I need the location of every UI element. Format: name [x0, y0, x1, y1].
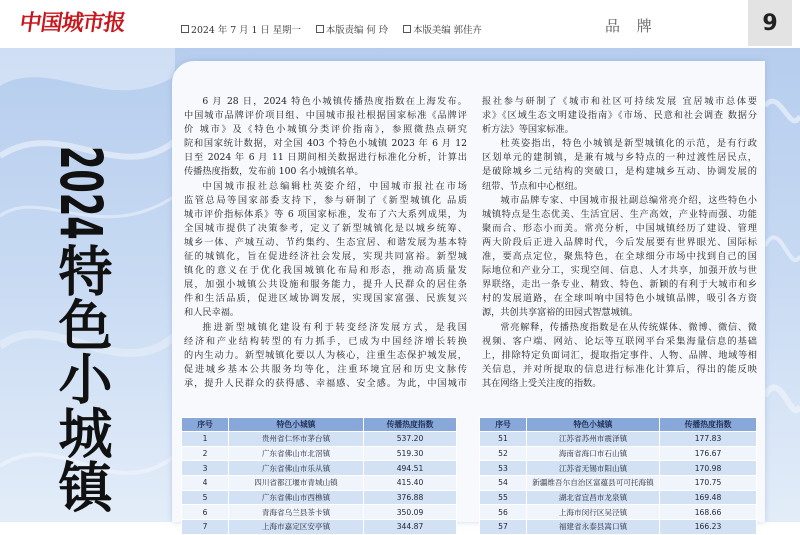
town-cell: 广东省佛山市西樵镇: [229, 490, 364, 505]
article-paragraph: [482, 95, 757, 137]
table-row: [480, 476, 757, 491]
table-row: [182, 520, 457, 535]
article-line: 征的城镇化，旨在促进经济社会发展，实现共同富裕。新型城: [184, 251, 467, 263]
article-line: 城市品牌专家、中国城市报社副总编常亮介绍，这些特色小: [500, 194, 757, 206]
rank-cell: 57: [480, 520, 527, 535]
headline-title: 特色小城镇: [50, 243, 113, 513]
page-editor: 本版责编 何 玲: [316, 22, 388, 36]
table-row: [182, 505, 457, 520]
issue-info: [181, 22, 494, 36]
table-row: [480, 432, 757, 447]
town-cell: 上海市嘉定区安亭镇: [229, 520, 364, 535]
article-line: 推进新型城镇化建设有利于转变经济发展方式，是我国: [202, 321, 467, 333]
heat-index-cell: 519.30: [364, 446, 457, 461]
article-line: 上，排除特定负面词汇，提取指定事件、人物、品牌、地域等相: [482, 349, 757, 361]
article-line: 院和国家统计数据，对全国 403 个特色小城镇 2023 年 6 月 12: [184, 138, 467, 150]
heat-index-cell: 170.75: [660, 476, 757, 491]
article-line: 监管总局等国家部委支持下，参与研制了《新型城镇化 品质: [184, 194, 467, 206]
heat-index-cell: 166.23: [660, 520, 757, 535]
ranking-table-2: [479, 417, 757, 535]
article-column-right: [482, 95, 757, 391]
table-row: [480, 490, 757, 505]
article-line: 源，共创共享富裕的田园式智慧城镇。: [482, 307, 639, 319]
article-line: 关信息，并对所提取的信息进行标准化计算后，得出的能反映: [482, 363, 757, 375]
article-line: 村的发展道路，在全球叫响中国特色小城镇品牌，吸引各方资: [482, 293, 757, 305]
article-line: 纽带、节点和中心枢纽。: [482, 180, 584, 192]
table-row: [480, 520, 757, 535]
rank-cell: 52: [480, 446, 527, 461]
town-cell: 福建省永泰县嵩口镇: [527, 520, 660, 535]
heat-index-cell: 376.88: [364, 490, 457, 505]
table-header-row: [480, 418, 757, 432]
heat-index-cell: 494.51: [364, 461, 457, 476]
heat-index-cell: 170.98: [660, 461, 757, 476]
article-column-left: [184, 95, 467, 391]
town-header: 特色小城镇: [527, 418, 660, 432]
rank-cell: 56: [480, 505, 527, 520]
article-paragraph: [184, 180, 467, 321]
town-cell: 新疆维吾尔自治区富蕴县可可托海镇: [527, 476, 660, 491]
table-row: [480, 461, 757, 476]
article-line: 际地位和产业分工，实现空间、信息、人才共享，加强开放与世: [482, 265, 757, 277]
article-line: 其在网络上受关注度的指数。: [482, 377, 602, 389]
town-cell: 江苏省苏州市震泽镇: [527, 432, 660, 447]
table-row: [480, 505, 757, 520]
article-line: 中国城市报社总编辑杜英姿介绍，中国城市报社在市场: [202, 180, 467, 192]
rank-cell: 1: [182, 432, 229, 447]
table-row: [182, 490, 457, 505]
rank-cell: 6: [182, 505, 229, 520]
table-header-row: [182, 418, 457, 432]
town-cell: 青海省乌兰县茶卡镇: [229, 505, 364, 520]
heat-index-cell: 350.09: [364, 505, 457, 520]
page-designer: 本版美编 郭佳卉: [403, 22, 482, 36]
article-paragraph: [482, 137, 757, 193]
heat-index-header: 传播热度指数: [660, 418, 757, 432]
rank-header: 序号: [182, 418, 229, 432]
article-paragraph: [184, 95, 467, 180]
rank-cell: 2: [182, 446, 229, 461]
article-line: 是破除城乡二元结构的突破口，是构建城乡互动、协调发展的: [482, 166, 757, 178]
article-line: 日至 2024 年 6 月 11 日期间相关数据进行标准化分析，计算出: [184, 152, 467, 164]
town-cell: 湖北省宜昌市龙泉镇: [527, 490, 660, 505]
article-line: 城乡一体、产城互动、节约集约、生态宜居、和谐发展为基本特: [184, 236, 467, 248]
ranking-table-right-wrapper: [479, 417, 757, 532]
heat-index-cell: 415.40: [364, 476, 457, 491]
rank-header: 序号: [480, 418, 527, 432]
article-line: 承，提升人民群众的获得感、幸福感、安全感。为此，中国城市: [184, 377, 467, 389]
rank-cell: 3: [182, 461, 229, 476]
article-line: 杜英姿指出，特色小城镇是新型城镇化的示范，是有行政: [500, 138, 757, 150]
article-line: 价 城市》及《特色小城镇分类评价指南》，参照微热点研究: [184, 124, 467, 136]
article-line: 经济和产业结构转型的有力抓手，已成为中国经济增长转换: [184, 335, 467, 347]
article-line: 聚而合、形态小而美。常亮分析，中国城镇经历了建设、管理: [482, 222, 757, 234]
article-line: 城镇特点是生态优美、生活宜居、生产高效，产业特而强、功能: [482, 208, 757, 220]
heat-index-cell: 176.67: [660, 446, 757, 461]
article-line: 中国城市品牌评价项目组、中国城市报社根据国家标准《品牌评: [184, 110, 467, 122]
article-line: 和人民幸福。: [184, 307, 240, 319]
article-line: 界联络，走出一条专业、精致、特色、新颖的有利于大城市和乡: [482, 279, 757, 291]
heat-index-cell: 177.83: [660, 432, 757, 447]
newspaper-logo: 中国城市报: [17, 10, 127, 36]
table-row: [182, 461, 457, 476]
town-cell: 广东省佛山市北滘镇: [229, 446, 364, 461]
article-line: 镇化的意义在于优化我国城镇化布局和形态，推动高质量发: [184, 265, 467, 277]
table-row: [480, 446, 757, 461]
article-line: 常亮解释，传播热度指数是在从传统媒体、微博、微信、微: [500, 321, 757, 333]
article-line: 求》《区域生态文明建设指南》《市场、民意和社会调查 数据分: [482, 110, 757, 122]
heat-index-cell: 344.87: [364, 520, 457, 535]
article-line: 准，要高点定位，聚焦特色，在全球细分市场中找到自己的国: [482, 251, 757, 263]
article-line: 区划单元的建制镇，是兼有城与乡特点的一种过渡性居民点，: [482, 152, 757, 164]
town-header: 特色小城镇: [229, 418, 364, 432]
article-line: 视频、客户端、网站、论坛等互联网平台采集海量信息的基础: [482, 335, 757, 347]
town-cell: 四川省都江堰市青城山镇: [229, 476, 364, 491]
rank-cell: 5: [182, 490, 229, 505]
article-paragraph: [482, 321, 757, 391]
article-line: 城市评价指标体系》等 6 项国家标准，发布了六大系列成果，为: [184, 208, 467, 220]
town-cell: 贵州省仁怀市茅台镇: [229, 432, 364, 447]
article-line: 展，加强小城镇公共设施和服务能力，提升人民群众的居住条: [184, 279, 467, 291]
article-line: 的内生动力。新型城镇化要以人为核心，注重生态保护城发展，: [184, 349, 467, 361]
masthead: [0, 0, 800, 48]
heat-index-cell: 537.20: [364, 432, 457, 447]
ranking-table-1: [181, 417, 457, 535]
article-line: 传播热度指数，发布前 100 名小城镇名单。: [184, 166, 364, 178]
table-row: [182, 446, 457, 461]
table-row: [182, 432, 457, 447]
section-name: 品 牌: [605, 17, 658, 35]
article-line: 促进城乡基本公共服务均等化，注重环境宜居和历史文脉传: [184, 363, 467, 375]
article-paragraph: [184, 321, 467, 391]
heat-index-cell: 169.48: [660, 490, 757, 505]
rank-cell: 55: [480, 490, 527, 505]
article-line: 件和生活品质，促进区域协调发展，实现国家富强、民族复兴: [184, 293, 467, 305]
rank-cell: 54: [480, 476, 527, 491]
article-line: 两大阶段后正进入品牌时代，今后发展要有世界眼光、国际标: [482, 236, 757, 248]
page-number: 9: [748, 0, 792, 46]
heat-index-header: 传播热度指数: [364, 418, 457, 432]
rank-cell: 53: [480, 461, 527, 476]
article-line: 析方法》等国家标准。: [482, 124, 574, 136]
town-cell: 江苏省无锡市阳山镇: [527, 461, 660, 476]
rank-cell: 51: [480, 432, 527, 447]
rank-cell: 4: [182, 476, 229, 491]
town-cell: 上海市闵行区吴泾镇: [527, 505, 660, 520]
town-cell: 海南省海口市石山镇: [527, 446, 660, 461]
article-line: 全国城市提供了决策参考，定义了新型城镇化是以城乡统筹、: [184, 222, 467, 234]
article-line: 报社参与研制了《城市和社区可持续发展 宜居城市总体要: [482, 96, 757, 107]
table-row: [182, 476, 457, 491]
rank-cell: 7: [182, 520, 229, 535]
heat-index-cell: 168.66: [660, 505, 757, 520]
ranking-table-left-wrapper: [181, 417, 457, 532]
town-cell: 广东省佛山市乐从镇: [229, 461, 364, 476]
article-line: 6 月 28 日，2024 特色小城镇传播热度指数在上海发布。: [202, 96, 467, 107]
issue-date: 2024 年 7 月 1 日 星期一: [181, 22, 301, 36]
article-paragraph: [482, 194, 757, 321]
headline-year: 2024: [47, 146, 115, 240]
